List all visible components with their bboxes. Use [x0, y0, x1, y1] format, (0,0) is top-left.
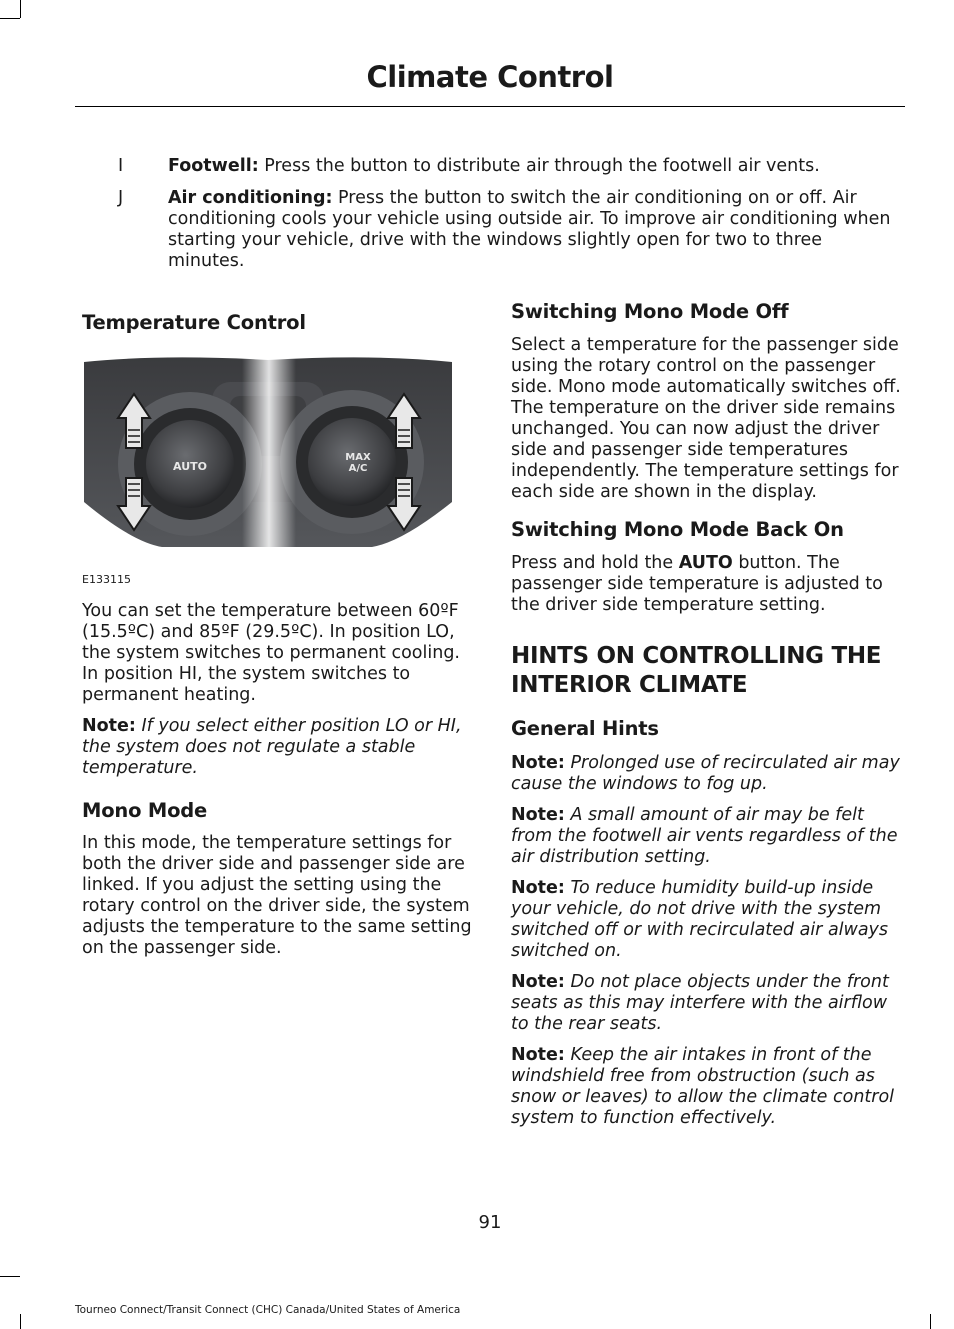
crop-mark [0, 1276, 20, 1277]
definition-term: Air conditioning: [168, 188, 333, 208]
note-text: To reduce humidity build-up inside your vehicle, do not drive with the system switched off or with recirculated air always switched on. [511, 878, 889, 961]
page-title: Climate Control [366, 60, 614, 94]
hint-note [511, 805, 903, 868]
note-label: Note: [511, 972, 565, 992]
hints-heading: HINTS ON CONTROLLING THE INTERIOR CLIMATE [511, 643, 882, 698]
note-text: Do not place objects under the front seats as this may interfere with the airflow to the rear seats. [511, 972, 889, 1034]
page-number: 91 [478, 1212, 502, 1233]
crop-mark [930, 1314, 931, 1329]
hint-note [511, 972, 903, 1035]
hint-note [511, 1045, 903, 1129]
hint-note [511, 878, 903, 962]
mono-on-paragraph [511, 553, 903, 616]
temperature-note [82, 716, 474, 779]
definition-letter: I [118, 156, 124, 176]
note-label: Note: [511, 753, 565, 773]
max-ac-label-line1: MAX [345, 452, 371, 463]
definition-body [168, 188, 898, 272]
hint-note [511, 753, 903, 795]
note-label: Note: [511, 805, 565, 825]
definition-item-j [118, 188, 898, 272]
crop-mark [20, 1314, 21, 1329]
mono-on-text-pre: Press and hold the [511, 553, 679, 573]
temperature-paragraph: You can set the temperature between 60ºF (15.5ºC) and 85ºF (29.5ºC). In position LO, the system switches to permanent cooling. In position HI, the system switches to permanent heating. [82, 601, 460, 705]
note-text: A small amount of air may be felt from the footwell air vents regardless of the air distribution setting. [511, 805, 898, 867]
mono-off-paragraph: Select a temperature for the passenger side using the rotary control on the passenger side. Mono mode automatically switches off. The temperature on the driver side remains unchanged. You can now adjust the driver side and passenger side temperatures independently. The temperature settings for each side are shown in the display. [511, 335, 901, 502]
auto-knob-label: AUTO [173, 460, 207, 473]
mono-mode-paragraph: In this mode, the temperature settings for both the driver side and passenger side are linked. If you adjust the setting using the rotary control on the driver side, the system adjusts the temperature to the same setting on the passenger side. [82, 833, 472, 958]
general-hints-heading: General Hints [511, 717, 659, 740]
right-column [511, 301, 903, 1129]
definition-term: Footwell: [168, 156, 259, 176]
footer-text: Tourneo Connect/Transit Connect (CHC) Canada/United States of America [75, 1304, 461, 1316]
note-label: Note: [511, 878, 565, 898]
note-label: Note: [511, 1045, 565, 1065]
definition-item-i [118, 156, 898, 177]
title-rule [75, 106, 905, 107]
definition-text: Press the button to distribute air through the footwell air vents. [258, 156, 820, 176]
figure-code: E133115 [82, 573, 131, 586]
mono-on-heading: Switching Mono Mode Back On [511, 518, 844, 541]
mono-mode-heading: Mono Mode [82, 799, 208, 822]
max-ac-label-line2: A/C [348, 463, 368, 474]
definition-text: Press the button to switch the air conditioning on or off. Air conditioning cools your vehicle using outside air. To improve air conditioning when starting your vehicle, drive with the windows slightly open for two to three minutes. [168, 188, 891, 271]
note-text: Keep the air intakes in front of the windshield free from obstruction (such as snow or leaves) to allow the climate control system to function effectively. [511, 1045, 895, 1128]
temperature-control-heading: Temperature Control [82, 311, 306, 334]
crop-mark [20, 0, 21, 18]
mono-on-text-post: button. The passenger side temperature is adjusted to the driver side temperature setting. [511, 553, 883, 615]
definition-letter: J [118, 188, 124, 208]
crop-mark [0, 18, 20, 19]
note-label: Note: [82, 716, 136, 736]
mono-off-heading: Switching Mono Mode Off [511, 300, 789, 323]
left-column [82, 312, 474, 333]
definition-body [168, 156, 898, 177]
note-text: Prolonged use of recirculated air may cause the windows to fog up. [511, 753, 900, 794]
climate-control-panel-image [82, 352, 454, 574]
note-text: If you select either position LO or HI, the system does not regulate a stable temperature. [82, 716, 462, 778]
auto-button-name: AUTO [678, 553, 733, 573]
left-column-text [82, 601, 474, 959]
